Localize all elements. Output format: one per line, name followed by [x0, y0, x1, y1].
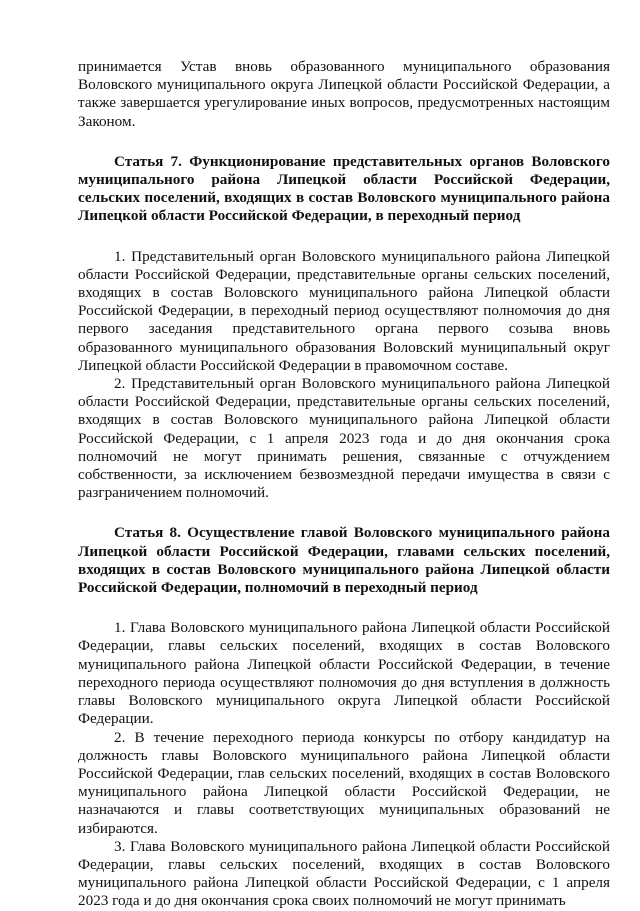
spacer [78, 226, 610, 248]
article-7-paragraph-1: 1. Представительный орган Воловского муниципального района Липецкой области Российской Федерации, представительные органы сельских поселений, входящих в состав Воловского муниципального района Липецкой области Российской Федерации, в переходный период осуществляют полномочия до дня первого заседания представительного органа первого созыва вновь образованного муниципального образования Воловский муниципальный округ Липецкой области Российской Федерации в правомочном составе. [78, 247, 610, 374]
intro-paragraph: принимается Устав вновь образованного муниципального образования Воловского муниципального округа Липецкой области Российской Федерации, а также завершается урегулирование иных вопросов, предусмотренных настоящим Законом. [78, 58, 610, 130]
article-8-paragraph-3: 3. Глава Воловского муниципального района Липецкой области Российской Федерации, главы сельских поселений, входящих в состав Воловского муниципального района Липецкой области Российской Федерации, с 1 апреля 2023 года и до дня окончания срока своих полномочий не могут принимать [78, 837, 610, 910]
article-7-paragraph-2: 2. Представительный орган Воловского муниципального района Липецкой области Российской Федерации, представительные органы сельских поселений, входящих в состав Воловского муниципального района Липецкой области Российской Федерации, с 1 апреля 2023 года и до дня окончания срока полномочий не могут принимать решения, связанные с отчуждением собственности, за исключением безвозмездной передачи имущества в связи с разграничением полномочий. [78, 375, 610, 502]
article-8-paragraph-1: 1. Глава Воловского муниципального района Липецкой области Российской Федерации, главы сельских поселений, входящих в состав Воловского муниципального района Липецкой области Российской Федерации, в течение переходного периода осуществляют полномочия до дня вступления в должность главы Воловского муниципального округа Липецкой области Российской Федерации. [78, 619, 610, 728]
spacer [78, 502, 610, 524]
spacer [78, 597, 610, 619]
article-8-heading: Статья 8. Осуществление главой Воловского муниципального района Липецкой области Российской Федерации, главами сельских поселений, входящих в состав Воловского муниципального района Липецкой области Российской Федерации, полномочий в переходный период [78, 524, 610, 597]
article-8-paragraph-2: 2. В течение переходного периода конкурсы по отбору кандидатур на должность главы Воловского муниципального района Липецкой области Российской Федерации, глав сельских поселений, входящих в состав Воловского муниципального района Липецкой области Российской Федерации, не назначаются и главы соответствующих муниципальных образований не избираются. [78, 728, 610, 837]
document-page [78, 58, 610, 911]
article-7-heading: Статья 7. Функционирование представительных органов Воловского муниципального района Липецкой области Российской Федерации, сельских поселений, входящих в состав Воловского муниципального района Липецкой области Российской Федерации, в переходный период [78, 152, 610, 225]
spacer [78, 131, 610, 153]
